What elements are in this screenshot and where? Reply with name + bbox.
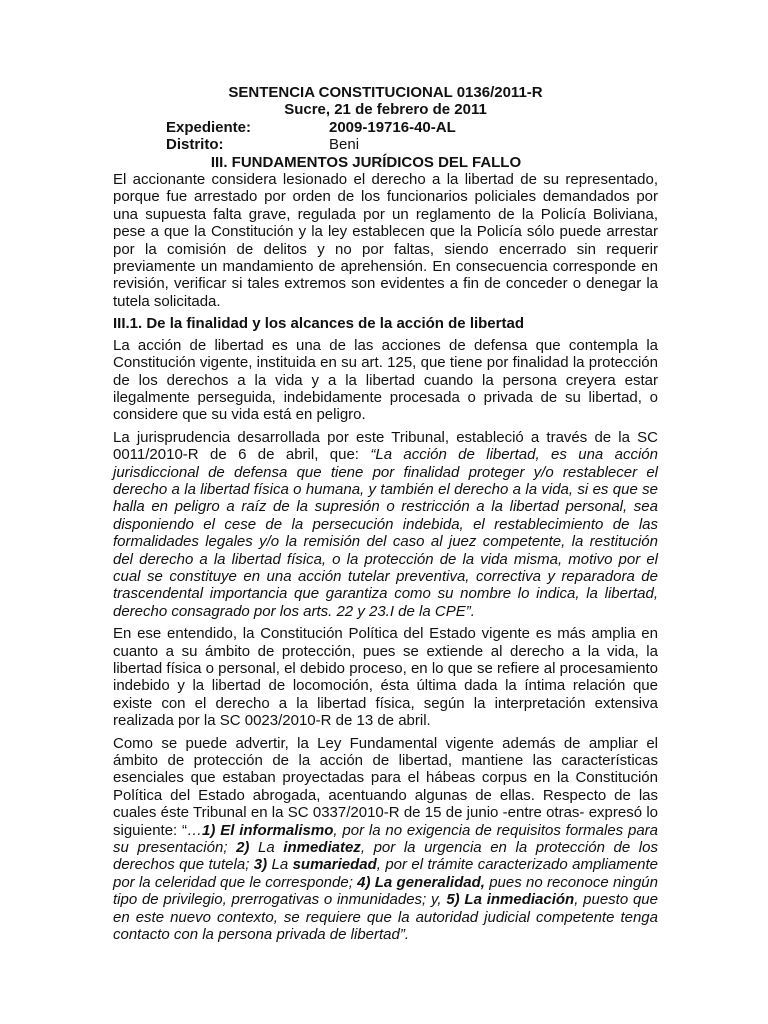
paragraph-5-b1: 1) El informalismo	[202, 821, 334, 839]
expediente-value: 2009-19716-40-AL	[329, 118, 456, 136]
paragraph-5	[113, 735, 658, 944]
paragraph-5-q8: , puesto que en este nuevo contexto, se requiere que la autoridad judicial competente tenga contacto con la persona privada de libertad”.	[113, 891, 658, 944]
paragraph-5-q1: …	[187, 821, 203, 839]
paragraph-1: El accionante considera lesionado el derecho a la libertad de su representado, porque fue arrestado por orden de los funcionarios policiales demandados por una supuesta falta grave, regulada por un reglamento de la Policía Boliviana, pese a que la Constitución y la ley establecen que la Policía sólo puede arrestar por la comisión de delitos y no por faltas, siendo encerrado sin requerir previamente un mandamiento de aprehensión. En consecuencia corresponde en revisión, verificar si tales extremos son evidentes a fin de conceder o denegar la tutela solicitada.	[113, 171, 658, 310]
paragraph-5-b3: inmediatez	[283, 839, 361, 857]
paragraph-5-q2: , por la no exigencia de requisitos formales para su presentación;	[113, 821, 659, 857]
distrito-value: Beni	[329, 136, 360, 154]
paragraph-5-b2: 2)	[236, 839, 250, 857]
paragraph-5-q7: pues no reconoce ningún tipo de privilegio, prerrogativas o inmunidades; y,	[113, 873, 658, 909]
paragraph-4: En ese entendido, la Constitución Política del Estado vigente es más amplia en cuanto a su ámbito de protección, pues se extiende al derecho a la vida, la libertad física o personal, el debido proceso, en lo que se refiere al procesamiento indebido y la libertad de locomoción, ésta última dada la íntima relación que existe con el derecho a la libertad física, según la interpretación extensiva realizada por la SC 0023/2010-R de 13 de abril.	[113, 625, 658, 730]
paragraph-5-q3: La	[249, 839, 284, 857]
paragraph-3	[113, 429, 658, 620]
document-date: Sucre, 21 de febrero de 2011	[284, 101, 487, 119]
document-page	[113, 84, 658, 949]
paragraph-5-b6: 4) La generalidad,	[357, 873, 485, 891]
distrito-label: Distrito:	[166, 136, 224, 154]
paragraph-3-quote: “La acción de libertad, es una acción jurisdiccional de defensa que tiene por finalidad proteger y/o restablecer el derecho a la libertad física o humana, y también el derecho a la vida, si es que se halla en peligro a raíz de la supresión o restricción a la libertad personal, sea disponiendo el cese de la persecución indebida, el restablecimiento de las formalidades legales y/o la remisión del caso al juez competente, la restitución del derecho a la libertad física, o la protección de la vida misma, motivo por el cual se constituye en una acción tutelar preventiva, correctiva y reparadora de trascendental importancia que garantiza como su nombre lo indica, la libertad, derecho consagrado por los arts. 22 y 23.I de la CPE”.	[113, 446, 658, 620]
paragraph-3-intro: La jurisprudencia desarrollada por este Tribunal, estableció a través de la SC 0011/2010-R de 6 de abril, que:	[113, 428, 658, 464]
paragraph-5-b7: 5) La inmediación	[446, 891, 575, 909]
distrito-row	[166, 136, 658, 153]
subsection-heading: III.1. De la finalidad y los alcances de la acción de libertad	[113, 315, 524, 333]
paragraph-5-q4: , por la urgencia en la protección de los derechos que tutela;	[113, 839, 658, 874]
section-heading: III. FUNDAMENTOS JURÍDICOS DEL FALLO	[210, 153, 522, 171]
paragraph-5-q5: La	[267, 856, 293, 874]
paragraph-5-b5: sumariedad	[292, 856, 377, 874]
paragraph-2: La acción de libertad es una de las acciones de defensa que contempla la Constitución vigente, instituida en su art. 125, que tiene por finalidad la protección de los derechos a la vida y a la libertad cuando la persona creyera estar ilegalmente perseguida, indebidamente procesada o privada de su libertad, o considere que su vida está en peligro.	[113, 336, 658, 424]
expediente-label: Expediente:	[166, 118, 252, 136]
document-title: SENTENCIA CONSTITUCIONAL 0136/2011-R	[228, 84, 543, 101]
paragraph-5-q6: , por el trámite caracterizado ampliamente por la celeridad que le corresponde;	[113, 856, 658, 891]
paragraph-5-b4: 3)	[253, 856, 268, 874]
paragraph-5-intro: Como se puede advertir, la Ley Fundamental vigente además de ampliar el ámbito de protección de la acción de libertad, mantiene las características esenciales que estaban proyectadas para el hábeas corpus en la Constitución Política del Estado abrogada, acentuando algunas de ellas. Respecto de las cuales éste Tribunal en la SC 0337/2010-R de 15 de junio -entre otras- expresó lo siguiente: “	[113, 734, 658, 839]
expediente-row	[166, 119, 658, 136]
